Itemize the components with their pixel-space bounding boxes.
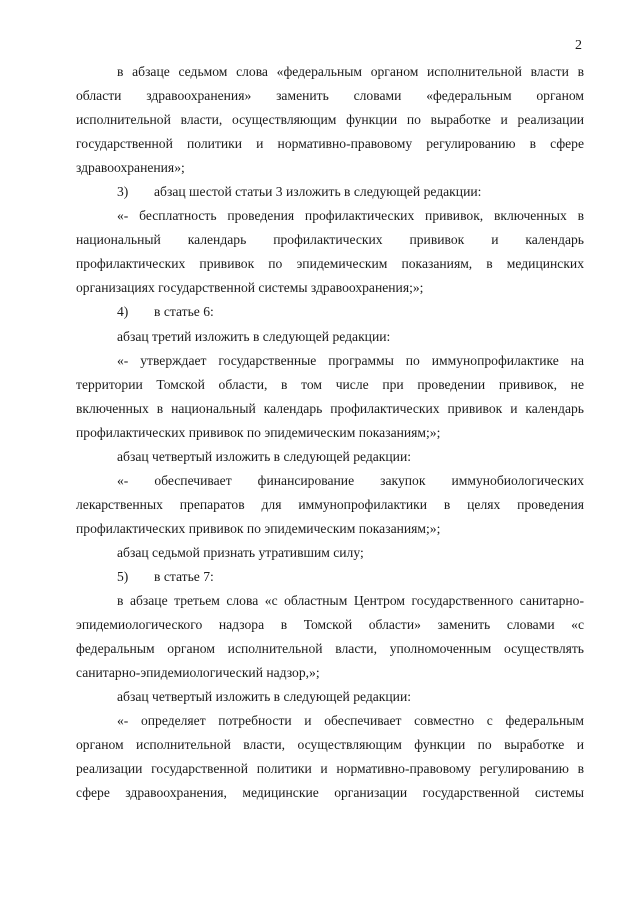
text-line: эпидемиологического надзора в Томской области» заменить словами «с: [76, 617, 584, 633]
text-line: абзац четвертый изложить в следующей редакции:: [117, 689, 412, 705]
text-line: профилактических прививок по эпидемическим показаниям;»;: [76, 424, 441, 440]
text-line: в абзаце седьмом слова «федеральным органом исполнительной власти в: [117, 64, 584, 79]
text-line: профилактических прививок по эпидемическим показаниям;»;: [76, 520, 441, 536]
text-line: абзац четвертый изложить в следующей редакции:: [117, 448, 412, 464]
list-item-number: 3): [117, 184, 129, 200]
text-line: абзац седьмой признать утратившим силу;: [117, 544, 364, 560]
list-item-number: 4): [117, 304, 129, 320]
text-line: органом исполнительной власти, осуществляющим функции по выработке и: [76, 737, 584, 753]
text-line: абзац третий изложить в следующей редакции:: [117, 328, 391, 344]
text-line: области здравоохранения» заменить словами «федеральным органом: [76, 88, 584, 104]
list-item-number: 5): [117, 568, 129, 584]
list-item-text: в статье 7:: [154, 568, 214, 584]
text-line: [76, 180, 584, 204]
text-line: федеральным органом исполнительной власти, уполномоченным осуществлять: [76, 641, 584, 657]
text-line: государственной политики и нормативно-правовому регулированию в сфере: [76, 136, 584, 152]
text-line: исполнительной власти, осуществляющим функции по выработке и реализации: [76, 112, 584, 128]
text-line: включенных в национальный календарь профилактических прививок и календарь: [76, 400, 584, 416]
text-line: организациях государственной системы здравоохранения;»;: [76, 280, 424, 296]
text-line: профилактических прививок по эпидемическим показаниям, в медицинских: [76, 256, 584, 272]
text-line: «- бесплатность проведения профилактических прививок, включенных в: [117, 208, 584, 224]
document-body: [76, 60, 584, 805]
text-line: «- определяет потребности и обеспечивает совместно с федеральным: [117, 713, 584, 729]
text-line: «- обеспечивает финансирование закупок иммунобиологических: [117, 472, 584, 488]
page-number: 2: [575, 38, 582, 53]
text-line: реализации государственной политики и нормативно-правовому регулированию в: [76, 761, 584, 777]
list-item-text: абзац шестой статьи 3 изложить в следующей редакции:: [154, 184, 482, 200]
text-line: здравоохранения»;: [76, 160, 185, 176]
text-line: [76, 565, 584, 589]
list-item-text: в статье 6:: [154, 304, 214, 320]
text-line: в абзаце третьем слова «с областным Центром государственного санитарно-: [117, 593, 584, 609]
text-line: национальный календарь профилактических прививок и календарь: [76, 232, 584, 248]
text-line: лекарственных препаратов для иммунопрофилактики в целях проведения: [76, 496, 584, 512]
text-line: санитарно-эпидемиологический надзор,»;: [76, 665, 320, 681]
text-line: сфере здравоохранения, медицинские организации государственной системы: [76, 785, 584, 801]
text-line: территории Томской области, в том числе при проведении прививок, не: [76, 376, 584, 392]
text-line: «- утверждает государственные программы по иммунопрофилактике на: [117, 352, 584, 368]
text-line: [76, 300, 584, 324]
